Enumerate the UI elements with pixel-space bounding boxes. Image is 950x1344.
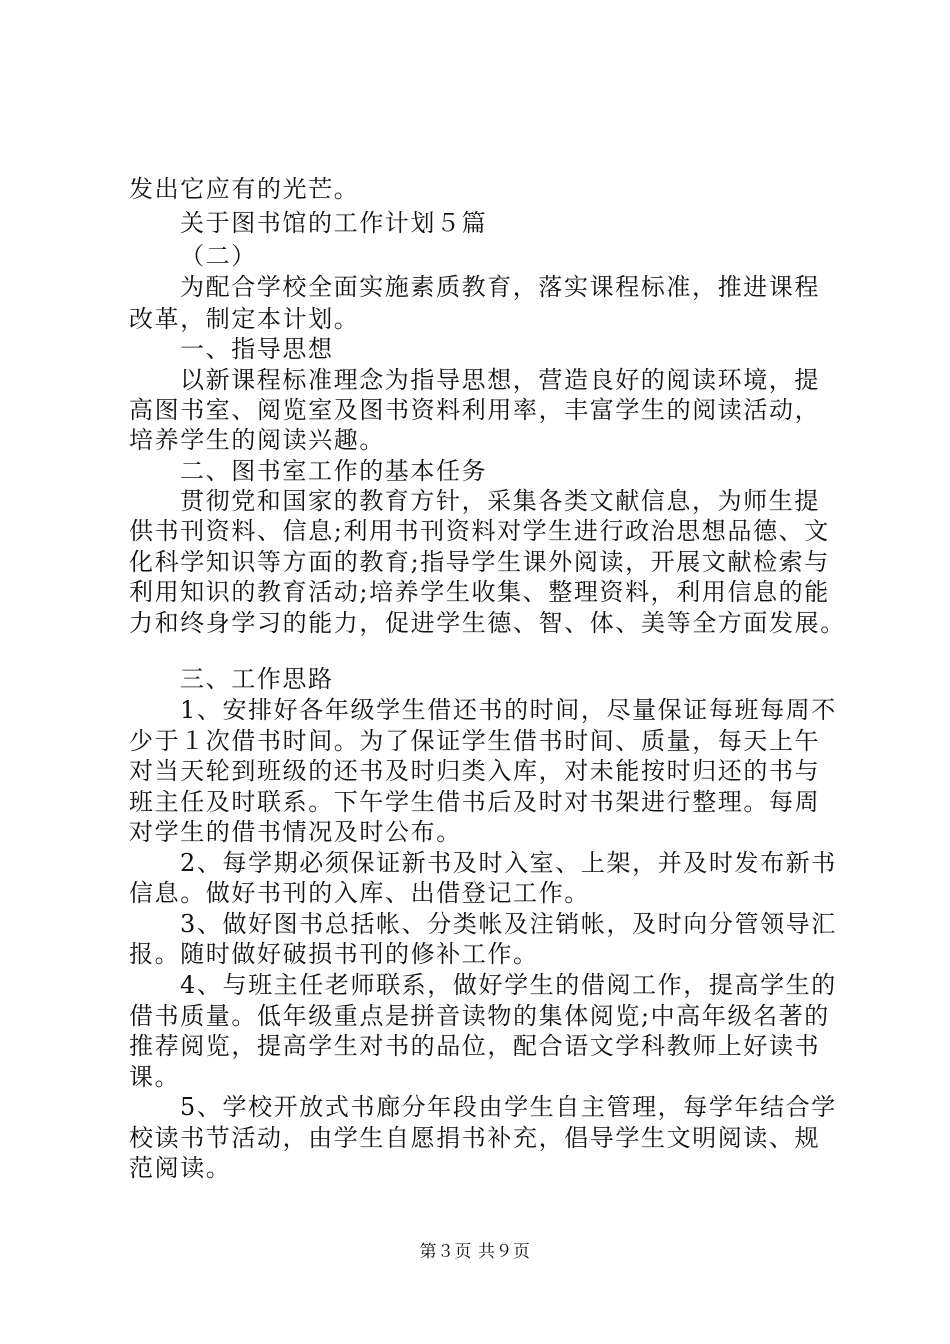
text-line: 校读书节活动，由学生自愿捐书补充，倡导学生文明阅读、规	[129, 1124, 821, 1152]
text-line: 2、每学期必须保证新书及时入室、上架，并及时发布新书	[180, 849, 837, 877]
text-line: 1、安排好各年级学生借还书的时间，尽量保证每班每周不	[180, 696, 837, 724]
text-line: 班主任及时联系。下午学生借书后及时对书架进行整理。每周	[129, 788, 821, 816]
text-line: 贯彻党和国家的教育方针，采集各类文献信息，为师生提	[180, 487, 820, 515]
text-line: 少于１次借书时间。为了保证学生借书时间、质量，每天上午	[129, 727, 821, 755]
text-line: 5、学校开放式书廊分年段由学生自主管理，每学年结合学	[180, 1093, 837, 1121]
text-line: 报。随时做好破损书刊的修补工作。	[129, 940, 539, 968]
section-heading: 三、工作思路	[180, 665, 334, 693]
text-line: 4、与班主任老师联系，做好学生的借阅工作，提高学生的	[180, 971, 837, 999]
text-line: 以新课程标准理念为指导思想，营造良好的阅读环境，提	[180, 366, 820, 394]
section-heading: 一、指导思想	[180, 335, 334, 363]
text-line: 对学生的借书情况及时公布。	[129, 818, 462, 846]
text-line: 力和终身学习的能力，促进学生德、智、体、美等全方面发展。	[129, 609, 846, 637]
text-line: 改革，制定本计划。	[129, 305, 360, 333]
text-line: 利用知识的教育活动;培养学生收集、整理资料，利用信息的能	[129, 578, 830, 606]
article-title: 关于图书馆的工作计划５篇	[180, 209, 488, 237]
text-line: 课。	[129, 1063, 181, 1091]
text-line: 推荐阅览，提高学生对书的品位，配合语文学科教师上好读书	[129, 1032, 821, 1060]
page-footer: 第３页 共９页	[419, 1242, 531, 1262]
section-heading: 二、图书室工作的基本任务	[180, 457, 488, 485]
text-line: 供书刊资料、信息;利用书刊资料对学生进行政治思想品德、文	[129, 517, 830, 545]
section-number: （二）	[180, 242, 257, 270]
text-line: 高图书室、阅览室及图书资料利用率，丰富学生的阅读活动，	[129, 396, 821, 424]
text-line: 范阅读。	[129, 1154, 232, 1182]
text-line: 培养学生的阅读兴趣。	[129, 426, 385, 454]
text-line: 为配合学校全面实施素质教育，落实课程标准，推进课程	[180, 273, 820, 301]
text-line: 发出它应有的光芒。	[129, 175, 360, 203]
text-line: 借书质量。低年级重点是拼音读物的集体阅览;中高年级名著的	[129, 1002, 830, 1030]
text-line: 信息。做好书刊的入库、出借登记工作。	[129, 879, 590, 907]
text-line: 3、做好图书总括帐、分类帐及注销帐，及时向分管领导汇	[180, 910, 837, 938]
text-line: 化科学知识等方面的教育;指导学生课外阅读，开展文献检索与	[129, 548, 830, 576]
text-line: 对当天轮到班级的还书及时归类入库，对未能按时归还的书与	[129, 757, 821, 785]
